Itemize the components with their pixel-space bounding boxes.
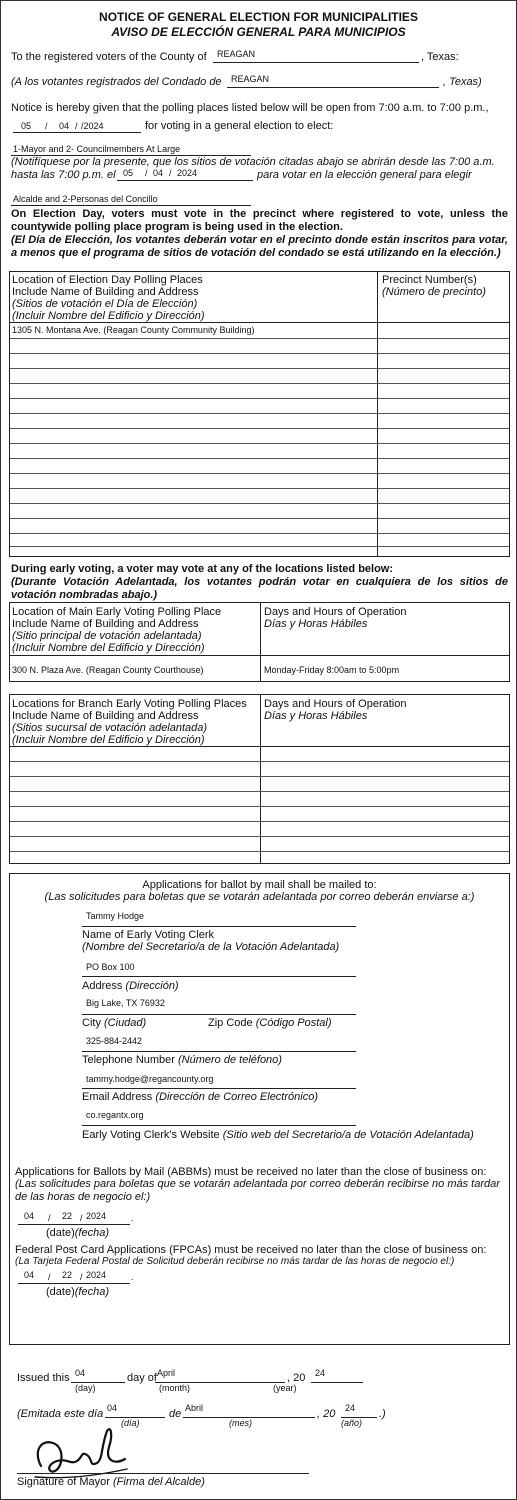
notice-es-day: 04 <box>153 168 164 178</box>
early-voting-intro: During early voting, a voter may vote at any of the locations listed below: <box>11 563 394 575</box>
voters-suffix-es: , Texas) <box>443 76 482 88</box>
clerk-city: Big Lake, TX 76932 <box>86 998 165 1008</box>
county-value: REAGAN <box>217 49 256 59</box>
issued-year-prefix-es: , 20 <box>317 1408 336 1420</box>
mail-heading: Applications for ballot by mail shall be mailed to: <box>142 879 377 891</box>
main-hours-label: Days and Hours of Operation <box>264 606 407 618</box>
fpca-text-es: (La Tarjeta Federal Postal de Solicitud deberán recibirse no más tardar de las horas de negocio el:) <box>15 1256 455 1267</box>
election-notice-page: NOTICE OF GENERAL ELECTION FOR MUNICIPALITIES AVISO DE ELECCIÓN GENERAL PARA MUNICIPIOS To the registered voters of the County of REAGAN , Texas: (A los votantes registrados del Condado de REAGAN , Texas) Notice is hereby given that the polling places listed below will be open from 7:00 a.m. to 7:00 p.m., 05 / 04 / /2024 for voting in a general election to elect: 1-Mayor and 2- Councilmembers At Large (Notifíquese por la presente, que los sitios de votación citadas abajo se abrirán desde las 7:00 a.m. hasta las 7:00 p.m. el 05 / 04 / 2024 para votar en la elección general para elegir Alcalde and 2-Personas del Concillo On Election Day, voters must vote in the precinct where registered to vote, unless the countywide polling place program is being used in the election. (El Día de Elección, los votantes deberán votar en el precinto donde están inscritos para votar, a menos que el programa de sitios de votación del condado se está utilizando en la elección.) Location of Election Day Polling Places Include Name of Building and Address (Sitios de votación el Día de Elección) (Incluir Nombre del Edificio y Dirección) Precinct Number(s) (Número de precinto) 1305 N. Montana Ave. (Reagan County Community Building) During early voting, a voter may vote at any of the locations listed below: (Durante Votación Adelantada, los votantes podrán votar en cualquiera de los sitios de votación nombradas abajo.) Location of Main Early Voting Polling Place Include Name of Building and Address (Sitio principal de votación adelantada) (Incluir Nombre del Edificio y Dirección) Days and Hours of Operation Días y Horas Hábiles 300 N. Plaza Ave. (Reagan County Courthouse) Monday-Friday 8:00am to 5:00pm Locations for Branch Early Voting Polling Places Include Name of Building and Address (Sitios sucursal de votación adelantada) (Incluir Nombre del Edificio y Dirección) Days and Hours of Operation Días y Horas Hábiles Applications for ballot by mail shall be mailed to: (Las solicitudes para boletas que se votarán adelantada por correo deberán enviarse a:) Tammy Hodge Name of Early Voting Clerk (Nombre del Secretario/a de la Votación Adelantada) PO Box 100 Address (Dirección) Big Lake, TX 76932 City (Ciudad) Zip Code (Código Postal) 325-884-2442 Telephone Number (Número de teléfono) tammy.hodge@regancounty.org Email Address (Dirección de Correo Electrónico) co.regantx.org Early Voting Clerk's Website (Sitio web del Secretario/a de Votación Adelantada) Applications for Ballots by Mail (ABBMs) must be received no later than the close of business on: (Las solicitudes para boletas que se votarán adelantada por correo deberán recibirse no más tardar de las horas de negocio el:) 04 / 22 / 2024 . (date)(fecha) Federal Post Card Applications (FPCAs) must be received no later than the close of business on: (La Tarjeta Federal Postal de Solicitud deberán recibirse no más tardar de las horas de negocio el:) 04 / 22 / 2024 . (date)(fecha) Issued this 04 day of April , 20 24 (day) (month) (year) (Emitada este día 04 de Abril , 20 24 .) (día) (mes) (año) Signature of Mayor (Firma del Alcalde) <box>0 0 517 1500</box>
abbm-text: Applications for Ballots by Mail (ABBMs) must be received no later than the close of business on: <box>15 1166 487 1178</box>
notice-year: /2024 <box>81 121 104 131</box>
website-label: Early Voting Clerk's Website (Sitio web del Secretario/a de Votación Adelantada) <box>82 1129 474 1141</box>
notice-line1: Notice is hereby given that the polling places listed below will be open from 7:00 a.m. to 7:00 p.m., <box>11 102 489 114</box>
main-hours: Monday-Friday 8:00am to 5:00pm <box>264 665 400 675</box>
zip-label: Zip Code (Código Postal) <box>208 1017 332 1029</box>
voters-prefix: To the registered voters of the County of <box>11 51 207 63</box>
abbm-month: 04 <box>24 1211 35 1221</box>
branch-l1: Locations for Branch Early Voting Polling Places <box>12 698 247 710</box>
clerk-phone: 325-884-2442 <box>86 1036 143 1046</box>
ed-col2-l2: (Número de precinto) <box>382 286 486 298</box>
issued-year-prefix: , 20 <box>287 1372 306 1384</box>
abbm-year: 2024 <box>86 1211 107 1221</box>
issued-close-es: .) <box>379 1408 386 1420</box>
year-label-es: (año) <box>341 1418 363 1428</box>
month-label: (month) <box>159 1383 191 1393</box>
signature-label: Signature of Mayor (Firma del Alcalde) <box>17 1476 205 1488</box>
fpca-year: 2024 <box>86 1270 107 1280</box>
main-location: 300 N. Plaza Ave. (Reagan County Courthouse) <box>12 665 204 675</box>
notice-line2-suffix: for voting in a general election to elect: <box>145 120 334 132</box>
day-label: (day) <box>75 1383 96 1393</box>
notice-title: NOTICE OF GENERAL ELECTION FOR MUNICIPALITIES <box>99 10 418 24</box>
main-l4: (Incluir Nombre del Edificio y Dirección) <box>12 642 205 654</box>
branch-early-voting-table <box>9 694 510 864</box>
city-label: City (Ciudad) <box>82 1017 147 1029</box>
clerk-name: Tammy Hodge <box>86 911 145 921</box>
branch-l2: Include Name of Building and Address <box>12 710 199 722</box>
elect-es-line <box>11 205 251 206</box>
issued-year-es: 24 <box>345 1403 356 1413</box>
abbm-date-label: (date)(fecha) <box>46 1227 109 1239</box>
signature-line <box>17 1473 309 1474</box>
main-hours-label-es: Días y Horas Hábiles <box>264 618 368 630</box>
notice-month: 05 <box>21 121 32 131</box>
fpca-day: 22 <box>62 1270 73 1280</box>
clerk-label: Name of Early Voting Clerk <box>82 929 215 941</box>
voters-suffix: , Texas: <box>421 51 459 63</box>
main-early-voting-table <box>9 602 510 682</box>
branch-l4: (Incluir Nombre del Edificio y Dirección) <box>12 734 205 746</box>
address-label: Address (Dirección) <box>82 980 179 992</box>
notice-title-es: AVISO DE ELECCIÓN GENERAL PARA MUNICIPIOS <box>111 25 406 39</box>
notice-es-line2-suffix: para votar en la elección general para elegir <box>257 169 472 181</box>
notice-es-month: 05 <box>123 168 134 178</box>
ed-col1-l1: Location of Election Day Polling Places <box>12 274 203 286</box>
phone-label: Telephone Number (Número de teléfono) <box>82 1054 282 1066</box>
election-day-text-es: (El Día de Elección, los votantes deberán votar en el precinto donde están inscritos para votar, a menos que el programa de sitios de votación del condado se está utilizando en la elección.) <box>11 234 508 259</box>
day-label-es: (día) <box>121 1418 140 1428</box>
election-day-text: On Election Day, voters must vote in the precinct where registered to vote, unless the countywide polling place program is being used in the election. <box>11 208 508 233</box>
fpca-month: 04 <box>24 1270 35 1280</box>
issued-de: de <box>169 1408 182 1420</box>
clerk-website: co.regantx.org <box>86 1110 144 1120</box>
notice-day: 04 <box>59 121 70 131</box>
ed-col1-l3: (Sitios de votación el Día de Elección) <box>12 298 198 310</box>
clerk-address: PO Box 100 <box>86 962 135 972</box>
month-label-es: (mes) <box>229 1418 252 1428</box>
notice-es-line2-prefix: hasta las 7:00 p.m. el <box>11 169 116 181</box>
issued-prefix-es: (Emitada este día <box>17 1408 104 1420</box>
issued-day: 04 <box>75 1368 86 1378</box>
ed-location-1: 1305 N. Montana Ave. (Reagan County Community Building) <box>12 325 255 335</box>
county-value-es: REAGAN <box>231 74 270 84</box>
clerk-label-es: (Nombre del Secretario/a de la Votación Adelantada) <box>82 941 340 953</box>
county-line <box>213 62 419 63</box>
elect-offices: 1-Mayor and 2- Councilmembers At Large <box>13 144 181 154</box>
notice-es-date-line <box>117 180 253 181</box>
fpca-text: Federal Post Card Applications (FPCAs) must be received no later than the close of business on: <box>15 1244 487 1256</box>
fpca-date-label: (date)(fecha) <box>46 1286 109 1298</box>
elect-offices-es: Alcalde and 2-Personas del Concillo <box>13 194 158 204</box>
county-line-es <box>227 87 439 88</box>
notice-date-line <box>13 132 141 133</box>
branch-hours-label-es: Días y Horas Hábiles <box>264 710 368 722</box>
early-voting-intro-es: (Durante Votación Adelantada, los votantes podrán votar en cualquiera de los sitios de votación nombradas abajo.) <box>11 576 508 601</box>
abbm-text-es: (Las solicitudes para boletas que se votarán adelantada por correo deberán recibirse no más tardar de las horas de negocio el:) <box>15 1178 500 1203</box>
ed-col2-l1: Precinct Number(s) <box>382 274 477 286</box>
year-label: (year) <box>273 1383 297 1393</box>
notice-es-year: 2024 <box>177 168 198 178</box>
main-l2: Include Name of Building and Address <box>12 618 199 630</box>
issued-month-es: Abril <box>185 1403 204 1413</box>
main-l1: Location of Main Early Voting Polling Place <box>12 606 222 618</box>
election-day-table <box>9 271 510 557</box>
main-l3: (Sitio principal de votación adelantada) <box>12 630 202 642</box>
notice-es-line1: (Notifíquese por la presente, que los sitios de votación citadas abajo se abrirán desde las 7:00 a.m. <box>11 156 495 168</box>
abbm-day: 22 <box>62 1211 73 1221</box>
issued-day-of: day of <box>127 1372 157 1384</box>
clerk-email: tammy.hodge@regancounty.org <box>86 1074 214 1084</box>
ed-col1-l4: (Incluir Nombre del Edificio y Dirección) <box>12 310 205 322</box>
issued-prefix: Issued this <box>17 1372 70 1384</box>
ballot-by-mail-box: Applications for ballot by mail shall be mailed to: (Las solicitudes para boletas que se votarán adelantada por correo deberán enviarse a:) Tammy Hodge Name of Early Voting Clerk (Nombre del Secretario/a de la Votación Adelantada) PO Box 100 Address (Dirección) Big Lake, TX 76932 City (Ciudad) Zip Code (Código Postal) 325-884-2442 Telephone Number (Número de teléfono) tammy.hodge@regancounty.org Email Address (Dirección de Correo Electrónico) co.regantx.org Early Voting Clerk's Website (Sitio web del Secretario/a de Votación Adelantada) Applications for Ballots by Mail (ABBMs) must be received no later than the close of business on: (Las solicitudes para boletas que se votarán adelantada por correo deberán recibirse no más tardar de las horas de negocio el:) 04 / 22 / 2024 . (date)(fecha) Federal Post Card Applications (FPCAs) must be received no later than the close of business on: (La Tarjeta Federal Postal de Solicitud deberán recibirse no más tardar de las horas de negocio el:) 04 / 22 / 2024 . (date)(fecha) <box>9 873 510 1345</box>
branch-l3: (Sitios sucursal de votación adelantada) <box>12 722 208 734</box>
branch-hours-label: Days and Hours of Operation <box>264 698 407 710</box>
ed-col1-l2: Include Name of Building and Address <box>12 286 199 298</box>
email-label: Email Address (Dirección de Correo Electrónico) <box>82 1091 318 1103</box>
voters-prefix-es: (A los votantes registrados del Condado de <box>11 76 222 88</box>
issued-year: 24 <box>315 1368 326 1378</box>
mail-heading-es: (Las solicitudes para boletas que se votarán adelantada por correo deberán enviarse a:) <box>44 891 475 903</box>
issued-day-es: 04 <box>107 1403 118 1413</box>
issued-month: April <box>157 1368 176 1378</box>
